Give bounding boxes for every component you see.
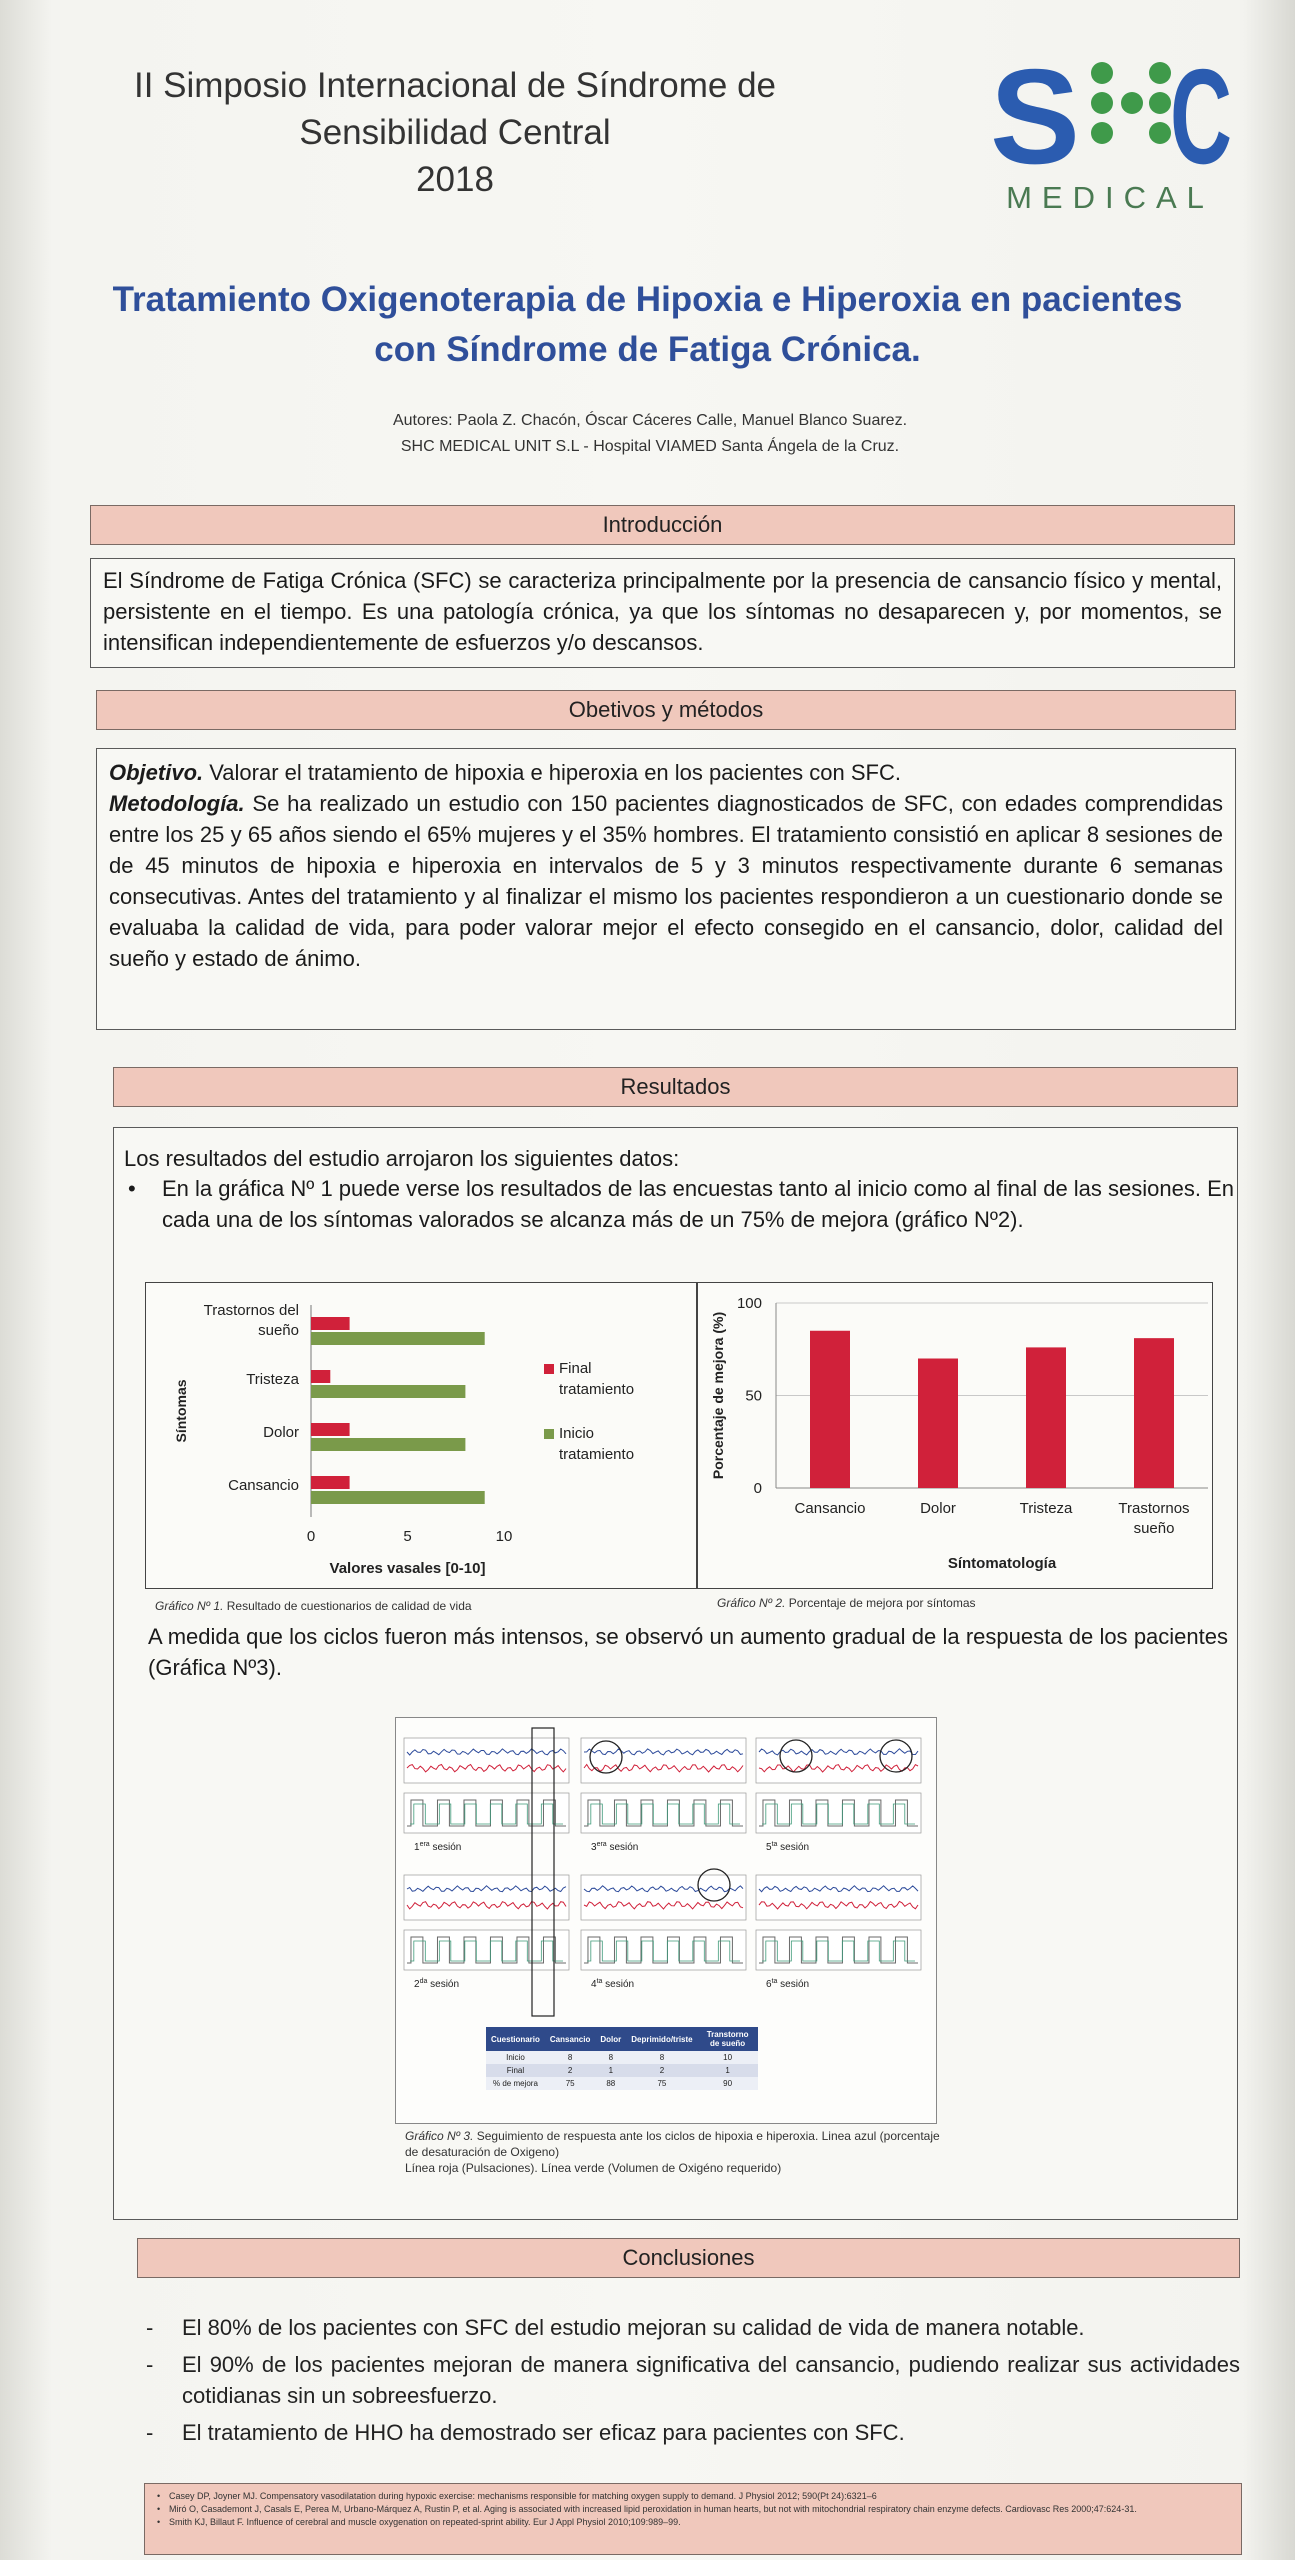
chart1-x-label: Valores vasales [0-10]	[329, 1560, 486, 1577]
fig3-table-cell: 90	[698, 2077, 758, 2090]
fig3-volume-plot	[404, 1930, 569, 1970]
authors	[300, 408, 1000, 460]
chart2-svg	[698, 1283, 1214, 1590]
chart2-category-label: Tristeza	[1019, 1500, 1073, 1517]
chart1-bar	[311, 1370, 330, 1383]
results-bullet-text: En la gráfica Nº 1 puede verse los resultados de las encuestas tanto al inicio como al final de las sesiones. En cada una de los síntomas valorados se alcanza más de un 75% de mejora (gráfico Nº2).	[162, 1176, 1234, 1232]
reference-item: • Casey DP, Joyner MJ. Compensatory vasodilatation during hypoxic exercise: mechanisms responsible for matching oxygen supply to demand. J Physiol 2012; 590(Pt 24):6321–6	[155, 2490, 1231, 2503]
fig3-pulse-plot	[581, 1875, 746, 1920]
reference-item: • Smith KJ, Billaut F. Influence of cerebral and muscle oxygenation on repeated-sprint ability. Eur J Appl Physiol 2010;109:989–99.	[155, 2516, 1231, 2529]
symposium-line2: Sensibilidad Central	[299, 113, 611, 152]
conclusion-item: - El 90% de los pacientes mejoran de manera significativa del cansancio, pudiendo realizar sus actividades cotidianas sin un sobreesfuerzo.	[140, 2349, 1240, 2411]
results-heading: Resultados	[113, 1067, 1238, 1107]
chart1-x-tick: 5	[403, 1528, 412, 1545]
chart1-legend-label: tratamiento	[559, 1381, 635, 1398]
fig3-table-header: Dolor	[595, 2027, 626, 2051]
chart1-category-label: Trastornos del	[203, 1302, 299, 1319]
chart2-category-label: Dolor	[920, 1500, 956, 1517]
results-intro-line: Los resultados del estudio arrojaron los siguientes datos:	[124, 1146, 680, 1171]
fig1-caption	[155, 1599, 472, 1613]
objective-text: Valorar el tratamiento de hipoxia e hiperoxia en los pacientes con SFC.	[203, 760, 901, 785]
shc-medical-logo	[990, 41, 1232, 220]
chart1-bar	[311, 1385, 465, 1398]
fig2-caption	[717, 1596, 976, 1610]
chart1-legend-label: Inicio	[559, 1425, 595, 1442]
fig3-table-cell: % de mejora	[486, 2077, 545, 2090]
conclusion-item: - El tratamiento de HHO ha demostrado ser eficaz para pacientes con SFC.	[140, 2417, 1240, 2448]
fig3-pulse-plot	[581, 1738, 746, 1783]
chart1-x-tick: 10	[495, 1528, 513, 1545]
chart2-x-label: Síntomatología	[947, 1555, 1057, 1572]
fig3-session-label: $5^{ta}$ sesión	[766, 1841, 810, 1853]
chart1-category-label: Dolor	[263, 1424, 299, 1441]
logo-letter-s: S	[990, 41, 1081, 192]
references	[144, 2483, 1242, 2555]
fig3-pulse-plot	[404, 1875, 569, 1920]
chart2-bar	[1134, 1338, 1174, 1488]
shc-logo-icon	[990, 41, 1232, 192]
fig3-table-header: Deprimido/triste	[626, 2027, 697, 2051]
conclusions-heading: Conclusiones	[137, 2238, 1240, 2278]
fig3-table-cell: 1	[698, 2064, 758, 2077]
fig3-volume-plot	[581, 1930, 746, 1970]
fig3-session-label: $3^{era}$ sesión	[591, 1841, 639, 1853]
methods-box	[96, 748, 1236, 1030]
chart2-box	[697, 1282, 1213, 1589]
fig3-table-cell: 1	[595, 2064, 626, 2077]
fig3-table-cell: Final	[486, 2064, 545, 2077]
fig3-table-cell: 10	[698, 2051, 758, 2064]
chart1-y-label: Síntomas	[173, 1379, 189, 1443]
title-line1: Tratamiento Oxigenoterapia de Hipoxia e Hiperoxia en pacientes	[112, 280, 1183, 319]
chart2-category-label: sueño	[1133, 1520, 1175, 1537]
fig3-table-header: Cansancio	[545, 2027, 595, 2051]
methods-text	[109, 757, 1223, 974]
fig3-table-cell: 75	[545, 2077, 595, 2090]
fig3-table-cell: 75	[626, 2077, 697, 2090]
fig3-table-cell: 2	[626, 2064, 697, 2077]
chart2-y-tick: 0	[753, 1480, 762, 1497]
chart2-bar	[918, 1359, 958, 1489]
chart1-category-label: sueño	[258, 1322, 299, 1339]
fig3-pulse-plot	[756, 1875, 921, 1920]
fig3-table-cell: 8	[626, 2051, 697, 2064]
methodology-text: Se ha realizado un estudio con 150 pacientes diagnosticados de SFC, con edades comprendidas entre los 25 y 65 años siendo el 65% mujeres y el 35% hombres. El tratamiento consistió en aplicar 8 sesiones de de 45 minutos de hipoxia e hiperoxia en intervalos de 5 y 3 minutos respectivamente durante 6 semanas consecutivas. Antes del tratamiento y al finalizar el mismo los pacientes respondieron a un cuestionario donde se evaluaba la calidad de vida, para poder valorar mejor el efecto consegido en el cansancio, dolor, calidad del sueño y estado de ánimo.	[109, 791, 1223, 971]
bullet-dot: •	[128, 1176, 136, 1201]
fig3-pulse-plot	[404, 1738, 569, 1783]
fig3-table-header: Transtorno de sueño	[698, 2027, 758, 2051]
chart2-bar	[810, 1331, 850, 1488]
chart2-y-tick: 50	[745, 1387, 762, 1405]
chart2-bar	[1026, 1347, 1066, 1488]
symposium-year: 2018	[416, 160, 494, 199]
results-bullet	[124, 1173, 1234, 1235]
conclusion-item: - El 80% de los pacientes con SFC del estudio mejoran su calidad de vida de manera notable.	[140, 2312, 1240, 2343]
intro-heading: Introducción	[90, 505, 1235, 545]
fig3-table-row	[486, 2064, 758, 2077]
fig3-table-cell: Inicio	[486, 2051, 545, 2064]
fig3-table-cell: 88	[595, 2077, 626, 2090]
fig3-table-header: Cuestionario	[486, 2027, 545, 2051]
intro-text: El Síndrome de Fatiga Crónica (SFC) se caracteriza principalmente por la presencia de cansancio físico y mental, persistente en el tiempo. Es una patología crónica, ya que los síntomas no desaparecen y, por momentos, se intensifican independientemente de esfuerzos y/o descansos.	[103, 568, 1222, 655]
chart1-legend-label: Final	[559, 1360, 592, 1377]
reference-item: • Miró O, Casademont J, Casals E, Perea M, Urbano-Márquez A, Rustin P, et al. Aging is associated with increased lipid peroxidation in human hearts, but not with mitochondrial respiratory chain enzyme defects. Cardiovasc Res 2000;47:624-31.	[155, 2503, 1231, 2516]
chart2-y-tick: 100	[736, 1295, 762, 1312]
chart2-y-label: Porcentaje de mejora (%)	[710, 1311, 726, 1480]
fig3-table-cell: 2	[545, 2064, 595, 2077]
chart1-box	[145, 1282, 697, 1589]
author-affiliation: SHC MEDICAL UNIT S.L - Hospital VIAMED Santa Ángela de la Cruz.	[400, 438, 900, 455]
fig3-signal-plots	[396, 1718, 938, 2018]
chart1-bar	[311, 1332, 485, 1345]
fig3-table-cell: 8	[595, 2051, 626, 2064]
fig3-table	[486, 2027, 758, 2090]
chart2-category-label: Trastornos	[1118, 1500, 1190, 1517]
intro-box	[90, 558, 1235, 668]
fig3-table-cell: 8	[545, 2051, 595, 2064]
chart1-legend-swatch	[544, 1429, 554, 1439]
fig3-volume-plot	[404, 1793, 569, 1833]
fig3-session-label: $4^{ta}$ sesión	[591, 1978, 635, 1990]
fig3-volume-plot	[756, 1930, 921, 1970]
fig3-table-row	[486, 2077, 758, 2090]
fig3-session-label: $1^{era}$ sesión	[414, 1841, 462, 1853]
fig2-caption-text: Porcentaje de mejora por síntomas	[785, 1596, 976, 1610]
fig2-caption-label: Gráfico Nº 2.	[717, 1596, 786, 1610]
fig3-caption	[405, 2128, 945, 2176]
chart1-x-tick: 0	[306, 1528, 316, 1545]
chart1-bar	[311, 1491, 485, 1504]
symposium-line1: II Simposio Internacional de Síndrome de	[133, 66, 777, 105]
chart1-legend-label: tratamiento	[559, 1446, 635, 1463]
fig3-session-label: $6^{ta}$ sesión	[766, 1978, 810, 1990]
logo-dots-h	[1091, 62, 1171, 144]
chart1-bar	[311, 1438, 465, 1451]
fig3-volume-plot	[756, 1793, 921, 1833]
poster-title	[40, 275, 1255, 375]
fig1-caption-text: Resultado de cuestionarios de calidad de vida	[223, 1599, 472, 1613]
objective-label: Objetivo.	[109, 760, 204, 785]
fig3-caption-line2: Línea roja (Pulsaciones). Línea verde (Volumen de Oxigéno requerido)	[405, 2161, 782, 2175]
symposium-title	[120, 62, 790, 203]
chart1-category-label: Tristeza	[246, 1371, 299, 1388]
methods-heading: Obetivos y métodos	[96, 690, 1236, 730]
chart1-bar	[311, 1317, 350, 1330]
chart2-category-label: Cansancio	[794, 1500, 866, 1517]
chart1-category-label: Cansancio	[228, 1477, 299, 1494]
fig1-caption-label: Gráfico Nº 1.	[155, 1599, 224, 1613]
chart1-bar	[311, 1423, 350, 1436]
fig3-table-row	[486, 2051, 758, 2064]
chart1-legend-swatch	[544, 1364, 554, 1374]
fig3-session-label: $2^{da}$ sesión	[414, 1978, 460, 1990]
fig3-caption-label: Gráfico Nº 3.	[405, 2129, 474, 2143]
logo-letter-c: C	[1170, 41, 1232, 192]
fig3-caption-text: Seguimiento de respuesta ante los ciclos de hipoxia e hiperoxia. Linea azul (porcentaje de desaturación de Oxigeno)	[405, 2129, 940, 2159]
fig3-panel	[395, 1717, 937, 2124]
fig3-volume-plot	[581, 1793, 746, 1833]
chart1-svg	[146, 1283, 698, 1590]
chart1-bar	[311, 1476, 350, 1489]
title-line2: con Síndrome de Fatiga Crónica.	[374, 330, 921, 369]
conclusions-list	[140, 2312, 1240, 2454]
author-names: Autores: Paola Z. Chacón, Óscar Cáceres Calle, Manuel Blanco Suarez.	[392, 412, 908, 429]
results-paragraph2: A medida que los ciclos fueron más intensos, se observó un aumento gradual de la respuesta de los pacientes (Gráfica Nº3).	[148, 1624, 1228, 1680]
logo-medical-text: MEDICAL	[1006, 180, 1214, 215]
methodology-label: Metodología.	[109, 791, 245, 816]
